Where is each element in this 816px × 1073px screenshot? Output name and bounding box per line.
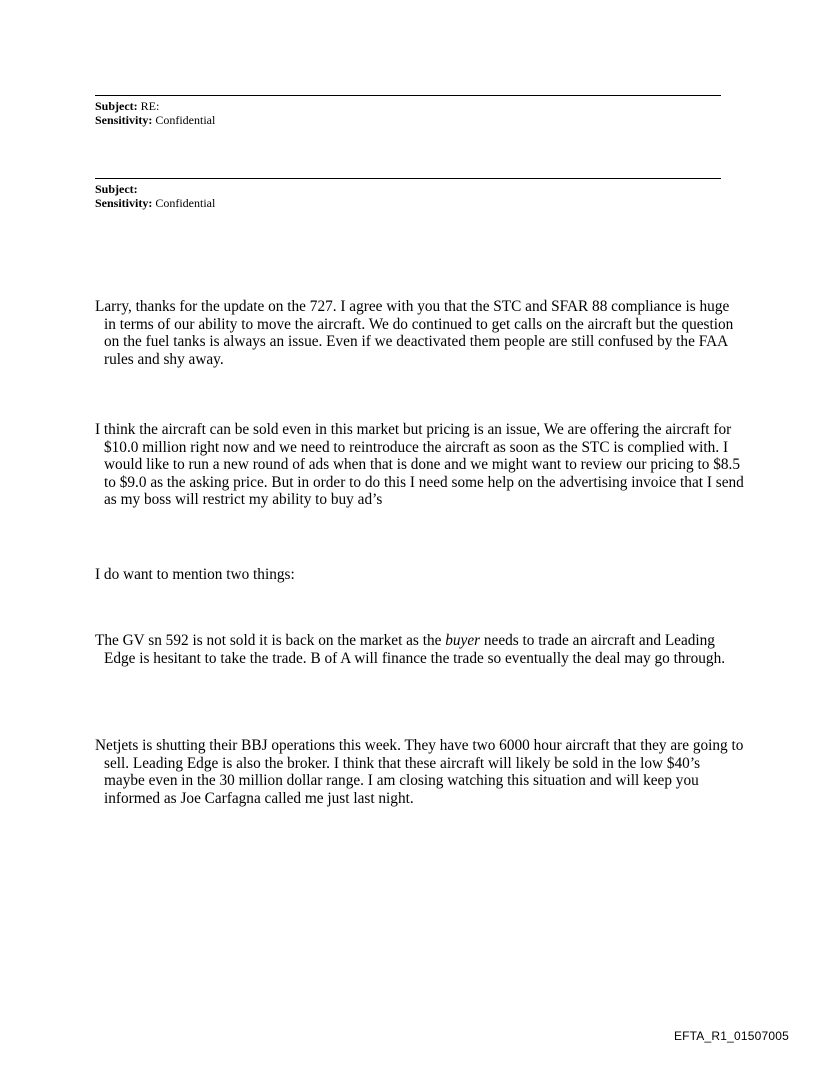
subject-label: Subject: [95, 99, 138, 113]
subject-label: Subject: [95, 182, 138, 196]
sensitivity-label: Sensitivity: [95, 113, 153, 127]
sensitivity-line [95, 196, 721, 210]
sensitivity-value: Confidential [155, 113, 216, 127]
sensitivity-value: Confidential [155, 196, 216, 210]
body-paragraph-3: I do want to mention two things: [95, 566, 295, 583]
email-header-2 [95, 178, 721, 210]
body-paragraph-1: Larry, thanks for the update on the 727. I agree with you that the STC and SFAR 88 compliance is huge in terms of our ability to move the aircraft. We do continued to get calls on the aircraft but the question on the fuel tanks is always an issue. Even if we deactivated them people are still confused by the FAA rules and shy away. [95, 298, 734, 368]
subject-line [95, 99, 721, 113]
body-paragraph-5: Netjets is shutting their BBJ operations this week. They have two 6000 hour aircraft that they are going to sell. Leading Edge is also the broker. I think that these aircraft will likely be sold in the low $40’s maybe even in the 30 million dollar range. I am closing watching this situation and will keep you informed as Joe Carfagna called me just last night. [95, 737, 744, 807]
sensitivity-label: Sensitivity: [95, 196, 153, 210]
sensitivity-line [95, 113, 721, 127]
body-paragraph-2: I think the aircraft can be sold even in this market but pricing is an issue, We are offering the aircraft for $10.0 million right now and we need to reintroduce the aircraft as soon as the STC is complied with. I would like to run a new round of ads when that is done and we might want to review our pricing to $8.5 to $9.0 as the asking price. But in order to do this I need some help on the advertising invoice that I send as my boss will restrict my ability to buy ad’s [95, 421, 744, 509]
subject-line [95, 182, 721, 196]
document-id: EFTA_R1_01507005 [673, 1029, 789, 1043]
paragraph-4-text-start: The GV sn 592 is not sold it is back on the market as the [95, 632, 446, 649]
email-header-1 [95, 95, 721, 127]
subject-value: RE: [140, 99, 160, 113]
body-paragraph-4 [95, 632, 744, 667]
paragraph-4-emphasis: buyer [445, 632, 481, 649]
paragraph-4-text-end: needs to trade an aircraft and Leading Edge is hesitant to take the trade. B of A will finance the trade so eventually the deal may go through. [104, 632, 726, 667]
